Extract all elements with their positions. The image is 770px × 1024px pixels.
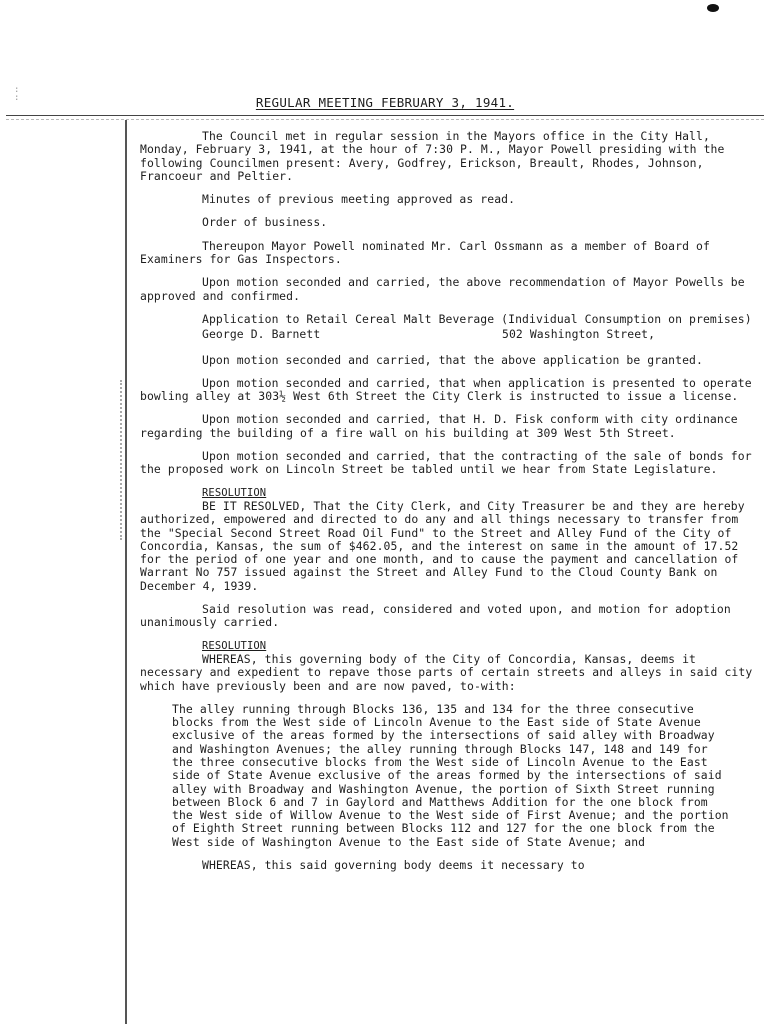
paragraph-bonds-tabled: Upon motion seconded and carried, that the contracting of the sale of bonds for the proposed work on Lincoln Street be tabled until we hear from State Legislature. — [140, 449, 759, 477]
resolution-caption-1: RESOLUTION — [202, 486, 267, 499]
paragraph-order: Order of business. — [202, 215, 328, 230]
paragraph-whereas-continued: WHEREAS, this said governing body deems it necessary to — [202, 858, 585, 873]
resolution-caption-2: RESOLUTION — [202, 639, 267, 652]
heading-dashed-rule — [6, 119, 764, 120]
page-title: REGULAR MEETING FEBRUARY 3, 1941. — [255, 95, 515, 110]
paragraph-alley-list: The alley running through Blocks 136, 135 and 134 for the three consecutive blocks from the West side of Lincoln Avenue to the East side of State Avenue exclusive of the areas formed by the intersections of said alley with Broadway and Washington Avenues; the alley running through Blocks 147, 148 and 149 for the three consecutive blocks from the West side of Lincoln Avenue to the East side of State Avenue exclusive of the areas formed by the intersections of said alley with Broadway and Washington Avenue, the portion of Sixth Street running between Block 6 and 7 in Gaylord and Matthews Addition for the one block from the West side of Willow Avenue to the West side of First Avenue; and the portion of Eighth Street running between Blocks 112 and 127 for the one block from the West side of Washington Avenue to the East side of State Avenue; and — [172, 701, 736, 849]
heading-rule — [6, 115, 764, 116]
paragraph-bowling-license: Upon motion seconded and carried, that when application is presented to operate bowling alley at 303½ West 6th Street the City Clerk is instructed to issue a license. — [140, 375, 759, 404]
paragraph-resolution-transfer: BE IT RESOLVED, That the City Clerk, and City Treasurer be and they are hereby authorized, empowered and directed to do any and all things necessary to transfer from the "Special Second Street Road Oil Fund" to the Street and Alley Fund of the City of Concordia, Kansas, the sum of $462.05, and the interest on same in the amount of 17.52 for the period of one year and one month, and to cause the payment and cancellation of Warrant No 757 issued against the Street and Alley Fund to the Cloud County Bank on December 4, 1939. — [140, 498, 752, 593]
paragraph-fire-wall: Upon motion seconded and carried, that H. D. Fisk conform with city ordinance regarding the building of a fire wall on his building at 309 West 5th Street. — [140, 412, 745, 440]
minutes-body — [140, 130, 760, 882]
applicant-row — [140, 328, 760, 341]
ink-speck — [707, 4, 719, 12]
applicant-name: George D. Barnett — [202, 327, 321, 342]
paragraph-whereas-repave: WHEREAS, this governing body of the City of Concordia, Kansas, deems it necessary and expedient to repave those parts of certain streets and alleys in said city which have previously been and are now paved, to-with: — [140, 651, 760, 693]
paragraph-resolution-adopted: Said resolution was read, considered and voted upon, and motion for adoption unanimously carried. — [140, 602, 738, 630]
paragraph-application-granted: Upon motion seconded and carried, that the above application be granted. — [202, 352, 703, 367]
applicant-address: 502 Washington Street, — [502, 327, 656, 342]
paragraph-nomination: Thereupon Mayor Powell nominated Mr. Carl Ossmann as a member of Board of Examiners for Gas Inspectors. — [140, 238, 717, 267]
left-margin-rule — [125, 120, 127, 1024]
paragraph-confirmation: Upon motion seconded and carried, the above recommendation of Mayor Powells be approved and confirmed. — [140, 275, 752, 303]
paragraph-opening: The Council met in regular session in the Mayors office in the City Hall, Monday, February 3, 1941, at the hour of 7:30 P. M., Mayor Powell presiding with the following Councilmen present: Avery, Godfrey, Erickson, Breault, Rhodes, Johnson, Francoeur and Peltier. — [140, 129, 732, 183]
paragraph-application: Application to Retail Cereal Malt Beverage (Individual Consumption on premises) — [202, 311, 752, 326]
left-margin-dots — [120, 380, 122, 540]
paragraph-minutes: Minutes of previous meeting approved as read. — [202, 192, 516, 207]
margin-marks: : : — [14, 85, 20, 103]
